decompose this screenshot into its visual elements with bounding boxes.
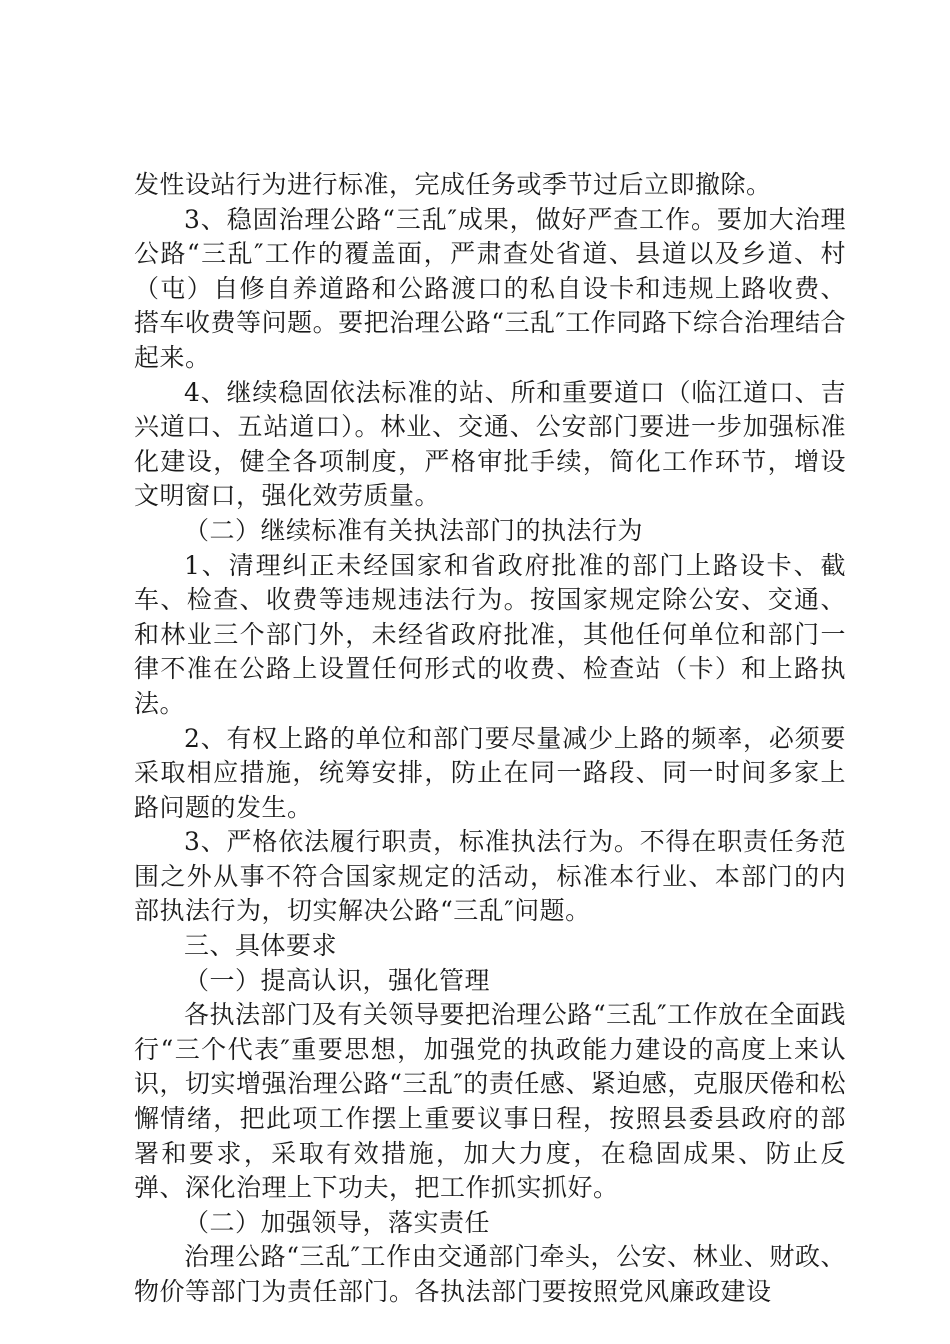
- paragraph-item-4-stations: 4、继续稳固依法标准的站、所和重要道口（临江道口、吉兴道口、五站道口）。林业、交通、公安部门要进一步加强标准化建设，健全各项制度，严格审批手续，简化工作环节，增设文明窗口，强化效劳质量。: [134, 377, 846, 511]
- subsection-heading-2: （二）加强领导，落实责任: [184, 1207, 491, 1237]
- section-heading-2: （二）继续标准有关执法部门的执法行为: [184, 515, 644, 545]
- document-page: [134, 168, 846, 1310]
- paragraph-awareness: 各执法部门及有关领导要把治理公路“三乱″工作放在全面践行“三个代表″重要思想，加强党的执政能力建设的高度上来认识，切实增强治理公路“三乱″的责任感、紧迫感，克服厌倦和松懈情绪，把此项工作摆上重要议事日程，按照县委县政府的部署和要求，采取有效措施，加大力度，在稳固成果、防止反弹、深化治理上下功夫，把工作抓实抓好。: [134, 1000, 846, 1203]
- paragraph-continuation: 发性设站行为进行标准，完成任务或季节过后立即撤除。: [134, 170, 772, 199]
- paragraph-item-2-frequency: 2、有权上路的单位和部门要尽量减少上路的频率，必须要采取相应措施，统筹安排，防止在同一路段、同一时间多家上路问题的发生。: [134, 723, 846, 822]
- paragraph-item-3-duties: 3、严格依法履行职责，标准执法行为。不得在职责任务范围之外从事不符合国家规定的活动，标准本行业、本部门的内部执法行为，切实解决公路“三乱″问题。: [134, 827, 846, 926]
- paragraph-item-1-cleanup: 1、清理纠正未经国家和省政府批准的部门上路设卡、截车、检查、收费等违规违法行为。按国家规定除公安、交通、和林业三个部门外，未经省政府批准，其他任何单位和部门一律不准在公路上设置任何形式的收费、检查站（卡）和上路执法。: [134, 550, 846, 718]
- section-heading-3: 三、具体要求: [184, 931, 338, 961]
- paragraph-leadership: 治理公路“三乱″工作由交通部门牵头，公安、林业、财政、物价等部门为责任部门。各执法部门要按照党风廉政建设: [134, 1242, 846, 1306]
- subsection-heading-1: （一）提高认识，强化管理: [184, 965, 491, 995]
- paragraph-item-3-consolidate: 3、稳固治理公路“三乱″成果，做好严查工作。要加大治理公路“三乱″工作的覆盖面，严肃查处省道、县道以及乡道、村（屯）自修自养道路和公路渡口的私自设卡和违规上路收费、搭车收费等问题。要把治理公路“三乱″工作同路下综合治理结合起来。: [134, 204, 846, 372]
